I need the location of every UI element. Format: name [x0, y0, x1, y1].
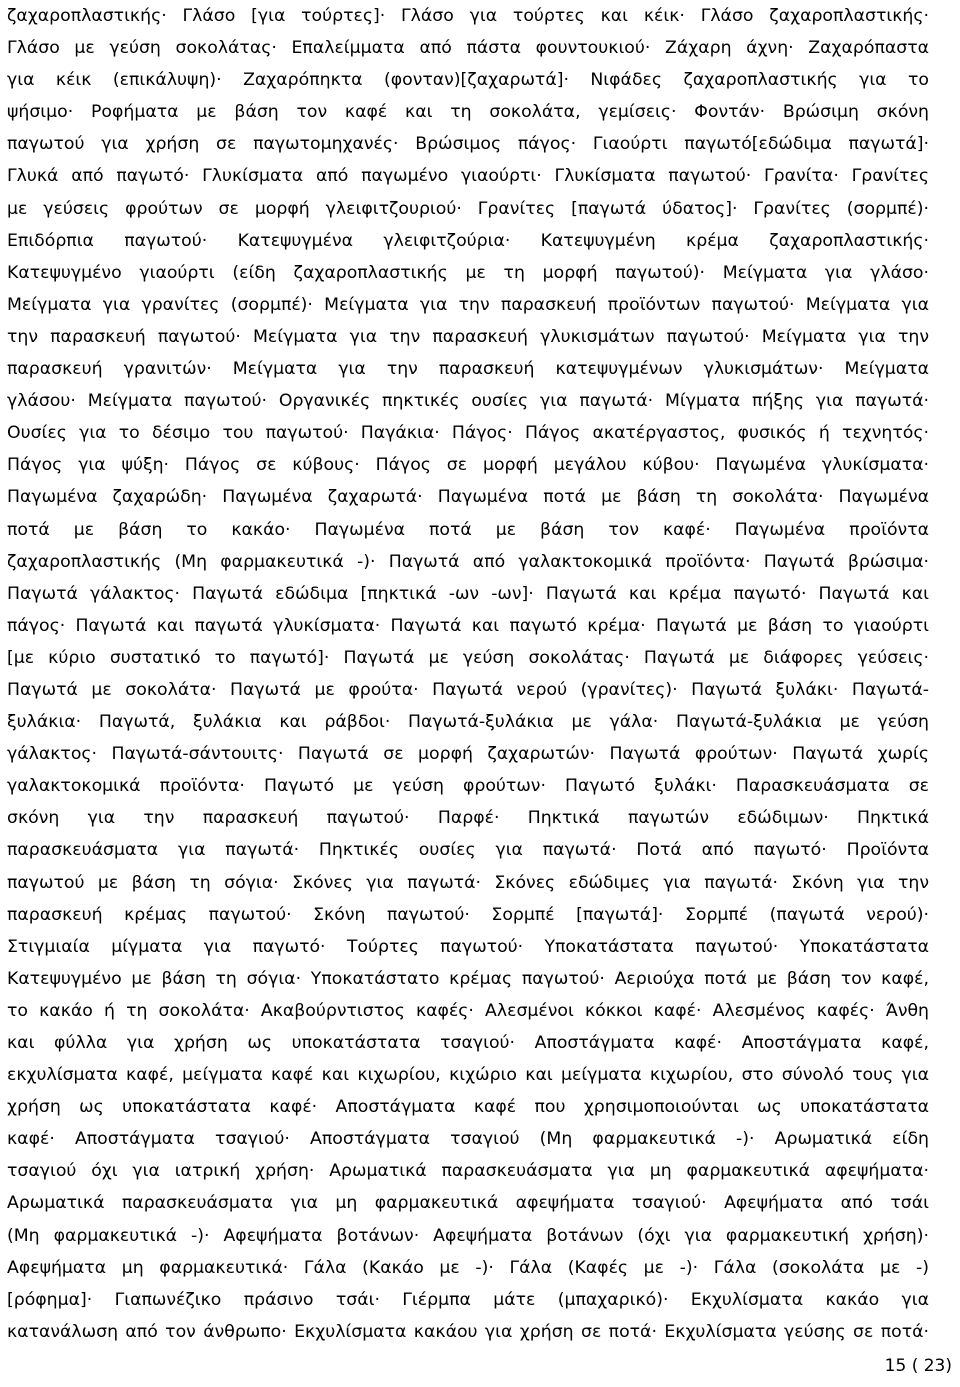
page-number: 15 ( 23) — [884, 1356, 952, 1376]
text-line: ζαχαροπλαστικής· Γλάσο [για τούρτες]· Γλάσο για τούρτες και κέικ· Γλάσο ζαχαροπλαστικής· — [7, 6, 929, 26]
text-line: Επιδόρπια παγωτού· Κατεψυγμένα γλειφιτζούρια· Κατεψυγμένη κρέμα ζαχαροπλαστικής· — [7, 230, 929, 251]
document-body — [7, 0, 929, 1380]
text-line: Γλυκά από παγωτό· Γλυκίσματα από παγωμένο γιαούρτι· Γλυκίσματα παγωτού· Γρανίτα· Γρανίτες — [7, 166, 929, 187]
text-line: Ουσίες για το δέσιμο του παγωτού· Παγάκια· Πάγος· Πάγος ακατέργαστος, φυσικός ή τεχνητός· — [7, 423, 929, 444]
text-line: [με κύριο συστατικό το παγωτό]· Παγωτά με γεύση σοκολάτας· Παγωτά με διάφορες γεύσεις· — [7, 647, 929, 668]
text-line: ποτά με βάση το κακάο· Παγωμένα ποτά με βάση τον καφέ· Παγωμένα προϊόντα — [7, 519, 929, 540]
text-line: γλάσου· Μείγματα παγωτού· Οργανικές πηκτικές ουσίες για παγωτά· Μίγματα πήξης για παγωτά· — [7, 391, 929, 412]
text-line: εκχυλίσματα καφέ, μείγματα καφέ και κιχωρίου, κιχώριο και μείγματα κιχωρίου, στο σύνολό τους για — [7, 1065, 929, 1086]
text-line: Πάγος για ψύξη· Πάγος σε κύβους· Πάγος σε μορφή μεγάλου κύβου· Παγωμένα γλυκίσματα· — [7, 455, 929, 476]
text-line: το κακάο ή τη σοκολάτα· Ακαβούρντιστος καφές· Αλεσμένοι κόκκοι καφέ· Αλεσμένος καφές· Άνθη — [7, 1000, 929, 1021]
text-line: ξυλάκια· Παγωτά, ξυλάκια και ράβδοι· Παγωτά-ξυλάκια με γάλα· Παγωτά-ξυλάκια με γεύση — [7, 712, 929, 733]
text-line — [7, 1348, 929, 1380]
text-line: ζαχαροπλαστικής (Μη φαρμακευτικά -)· Παγωτά από γαλακτοκομικά προϊόντα· Παγωτά βρώσιμα· — [7, 551, 929, 572]
text-line: Παγωτά με σοκολάτα· Παγωτά με φρούτα· Παγωτά νερού (γρανίτες)· Παγωτά ξυλάκι· Παγωτά- — [7, 679, 929, 700]
text-line: [ρόφημα]· Γιαπωνέζικο πράσινο τσάι· Γιέρμπα μάτε (μπαχαρικό)· Εκχυλίσματα κακάο για — [7, 1289, 929, 1310]
text-line: ψήσιμο· Ροφήματα με βάση τον καφέ και τη σοκολάτα, γεμίσεις· Φοντάν· Βρώσιμη σκόνη — [7, 102, 929, 123]
text-line: παρασκευή κρέμας παγωτού· Σκόνη παγωτού· Σορμπέ [παγωτά]· Σορμπέ (παγωτά νερού)· — [7, 904, 929, 925]
text-line: τσαγιού όχι για ιατρική χρήση· Αρωματικά παρασκευάσματα για μη φαρμακευτικά αφεψήματα· — [7, 1161, 929, 1182]
text-line: Παγωτά γάλακτος· Παγωτά εδώδιμα [πηκτικά -ων -ων]· Παγωτά και κρέμα παγωτό· Παγωτά και — [7, 583, 929, 604]
text-line: καφέ· Αποστάγματα τσαγιού· Αποστάγματα τσαγιού (Μη φαρμακευτικά -)· Αρωματικά είδη — [7, 1129, 929, 1150]
text-line: Μείγματα για γρανίτες (σορμπέ)· Μείγματα για την παρασκευή προϊόντων παγωτού· Μείγματα για — [7, 294, 929, 315]
text-line: παρασκευή γρανιτών· Μείγματα για την παρασκευή κατεψυγμένων γλυκισμάτων· Μείγματα — [7, 359, 929, 380]
text-line: παγωτού με βάση τη σόγια· Σκόνες για παγωτά· Σκόνες εδώδιμες για παγωτά· Σκόνη για την — [7, 872, 929, 893]
text-line: Κατεψυγμένο γιαούρτι (είδη ζαχαροπλαστικής με τη μορφή παγωτού)· Μείγματα για γλάσο· — [7, 262, 929, 283]
text-line: γάλακτος· Παγωτά-σάντουιτς· Παγωτά σε μορφή ζαχαρωτών· Παγωτά φρούτων· Παγωτά χωρίς — [7, 744, 929, 765]
text-line: και φύλλα για χρήση ως υποκατάστατα τσαγιού· Αποστάγματα καφέ· Αποστάγματα καφέ, — [7, 1033, 929, 1053]
text-line: Γλάσο με γεύση σοκολάτας· Επαλείμματα από πάστα φουντουκιού· Ζάχαρη άχνη· Ζαχαρόπαστα — [7, 38, 929, 59]
text-line: χρήση ως υποκατάστατα καφέ· Αποστάγματα καφέ που χρησιμοποιούνται ως υποκατάστατα — [7, 1097, 929, 1118]
text-line: Αφεψήματα μη φαρμακευτικά· Γάλα (Κακάο με -)· Γάλα (Καφές με -)· Γάλα (σοκολάτα με -) — [7, 1257, 929, 1278]
text-line: πάγος· Παγωτά και παγωτά γλυκίσματα· Παγωτά και παγωτό κρέμα· Παγωτά με βάση το γιαούρτι — [7, 615, 929, 636]
text-line: με γεύσεις φρούτων σε μορφή γλειφιτζουριού· Γρανίτες [παγωτά ύδατος]· Γρανίτες (σορμπέ)· — [7, 198, 929, 219]
text-line: (Μη φαρμακευτικά -)· Αφεψήματα βοτάνων· Αφεψήματα βοτάνων (όχι για φαρμακευτική χρήση)· — [7, 1225, 929, 1246]
text-line: Παγωμένα ζαχαρώδη· Παγωμένα ζαχαρωτά· Παγωμένα ποτά με βάση τη σοκολάτα· Παγωμένα — [7, 487, 929, 508]
text-line: Στιγμιαία μίγματα για παγωτό· Τούρτες παγωτού· Υποκατάστατα παγωτού· Υποκατάστατα — [7, 936, 929, 957]
text-line: κατανάλωση από τον άνθρωπο· Εκχυλίσματα κακάου για χρήση σε ποτά· Εκχυλίσματα γεύσης σε ποτά· — [7, 1321, 929, 1342]
text-line: για κέικ (επικάλυψη)· Ζαχαρόπηκτα (φονταν)[ζαχαρωτά]· Νιφάδες ζαχαροπλαστικής για το — [7, 70, 929, 91]
text-line: την παρασκευή παγωτού· Μείγματα για την παρασκευή γλυκισμάτων παγωτού· Μείγματα για την — [7, 326, 929, 347]
text-line: γαλακτοκομικά προϊόντα· Παγωτό με γεύση φρούτων· Παγωτό ξυλάκι· Παρασκευάσματα σε — [7, 776, 929, 797]
text-line: παρασκευάσματα για παγωτά· Πηκτικές ουσίες για παγωτά· Ποτά από παγωτό· Προϊόντα — [7, 840, 929, 861]
text-line: σκόνη για την παρασκευή παγωτού· Παρφέ· Πηκτικά παγωτών εδώδιμων· Πηκτικά — [7, 808, 929, 829]
text-line: Κατεψυγμένο με βάση τη σόγια· Υποκατάστατο κρέμας παγωτού· Αεριούχα ποτά με βάση τον καφέ, — [7, 968, 929, 989]
text-line: παγωτού για χρήση σε παγωτομηχανές· Βρώσιμος πάγος· Γιαούρτι παγωτό[εδώδιμα παγωτά]· — [7, 134, 929, 155]
text-line: Αρωματικά παρασκευάσματα για μη φαρμακευτικά αφεψήματα τσαγιού· Αφεψήματα από τσάι — [7, 1193, 929, 1214]
